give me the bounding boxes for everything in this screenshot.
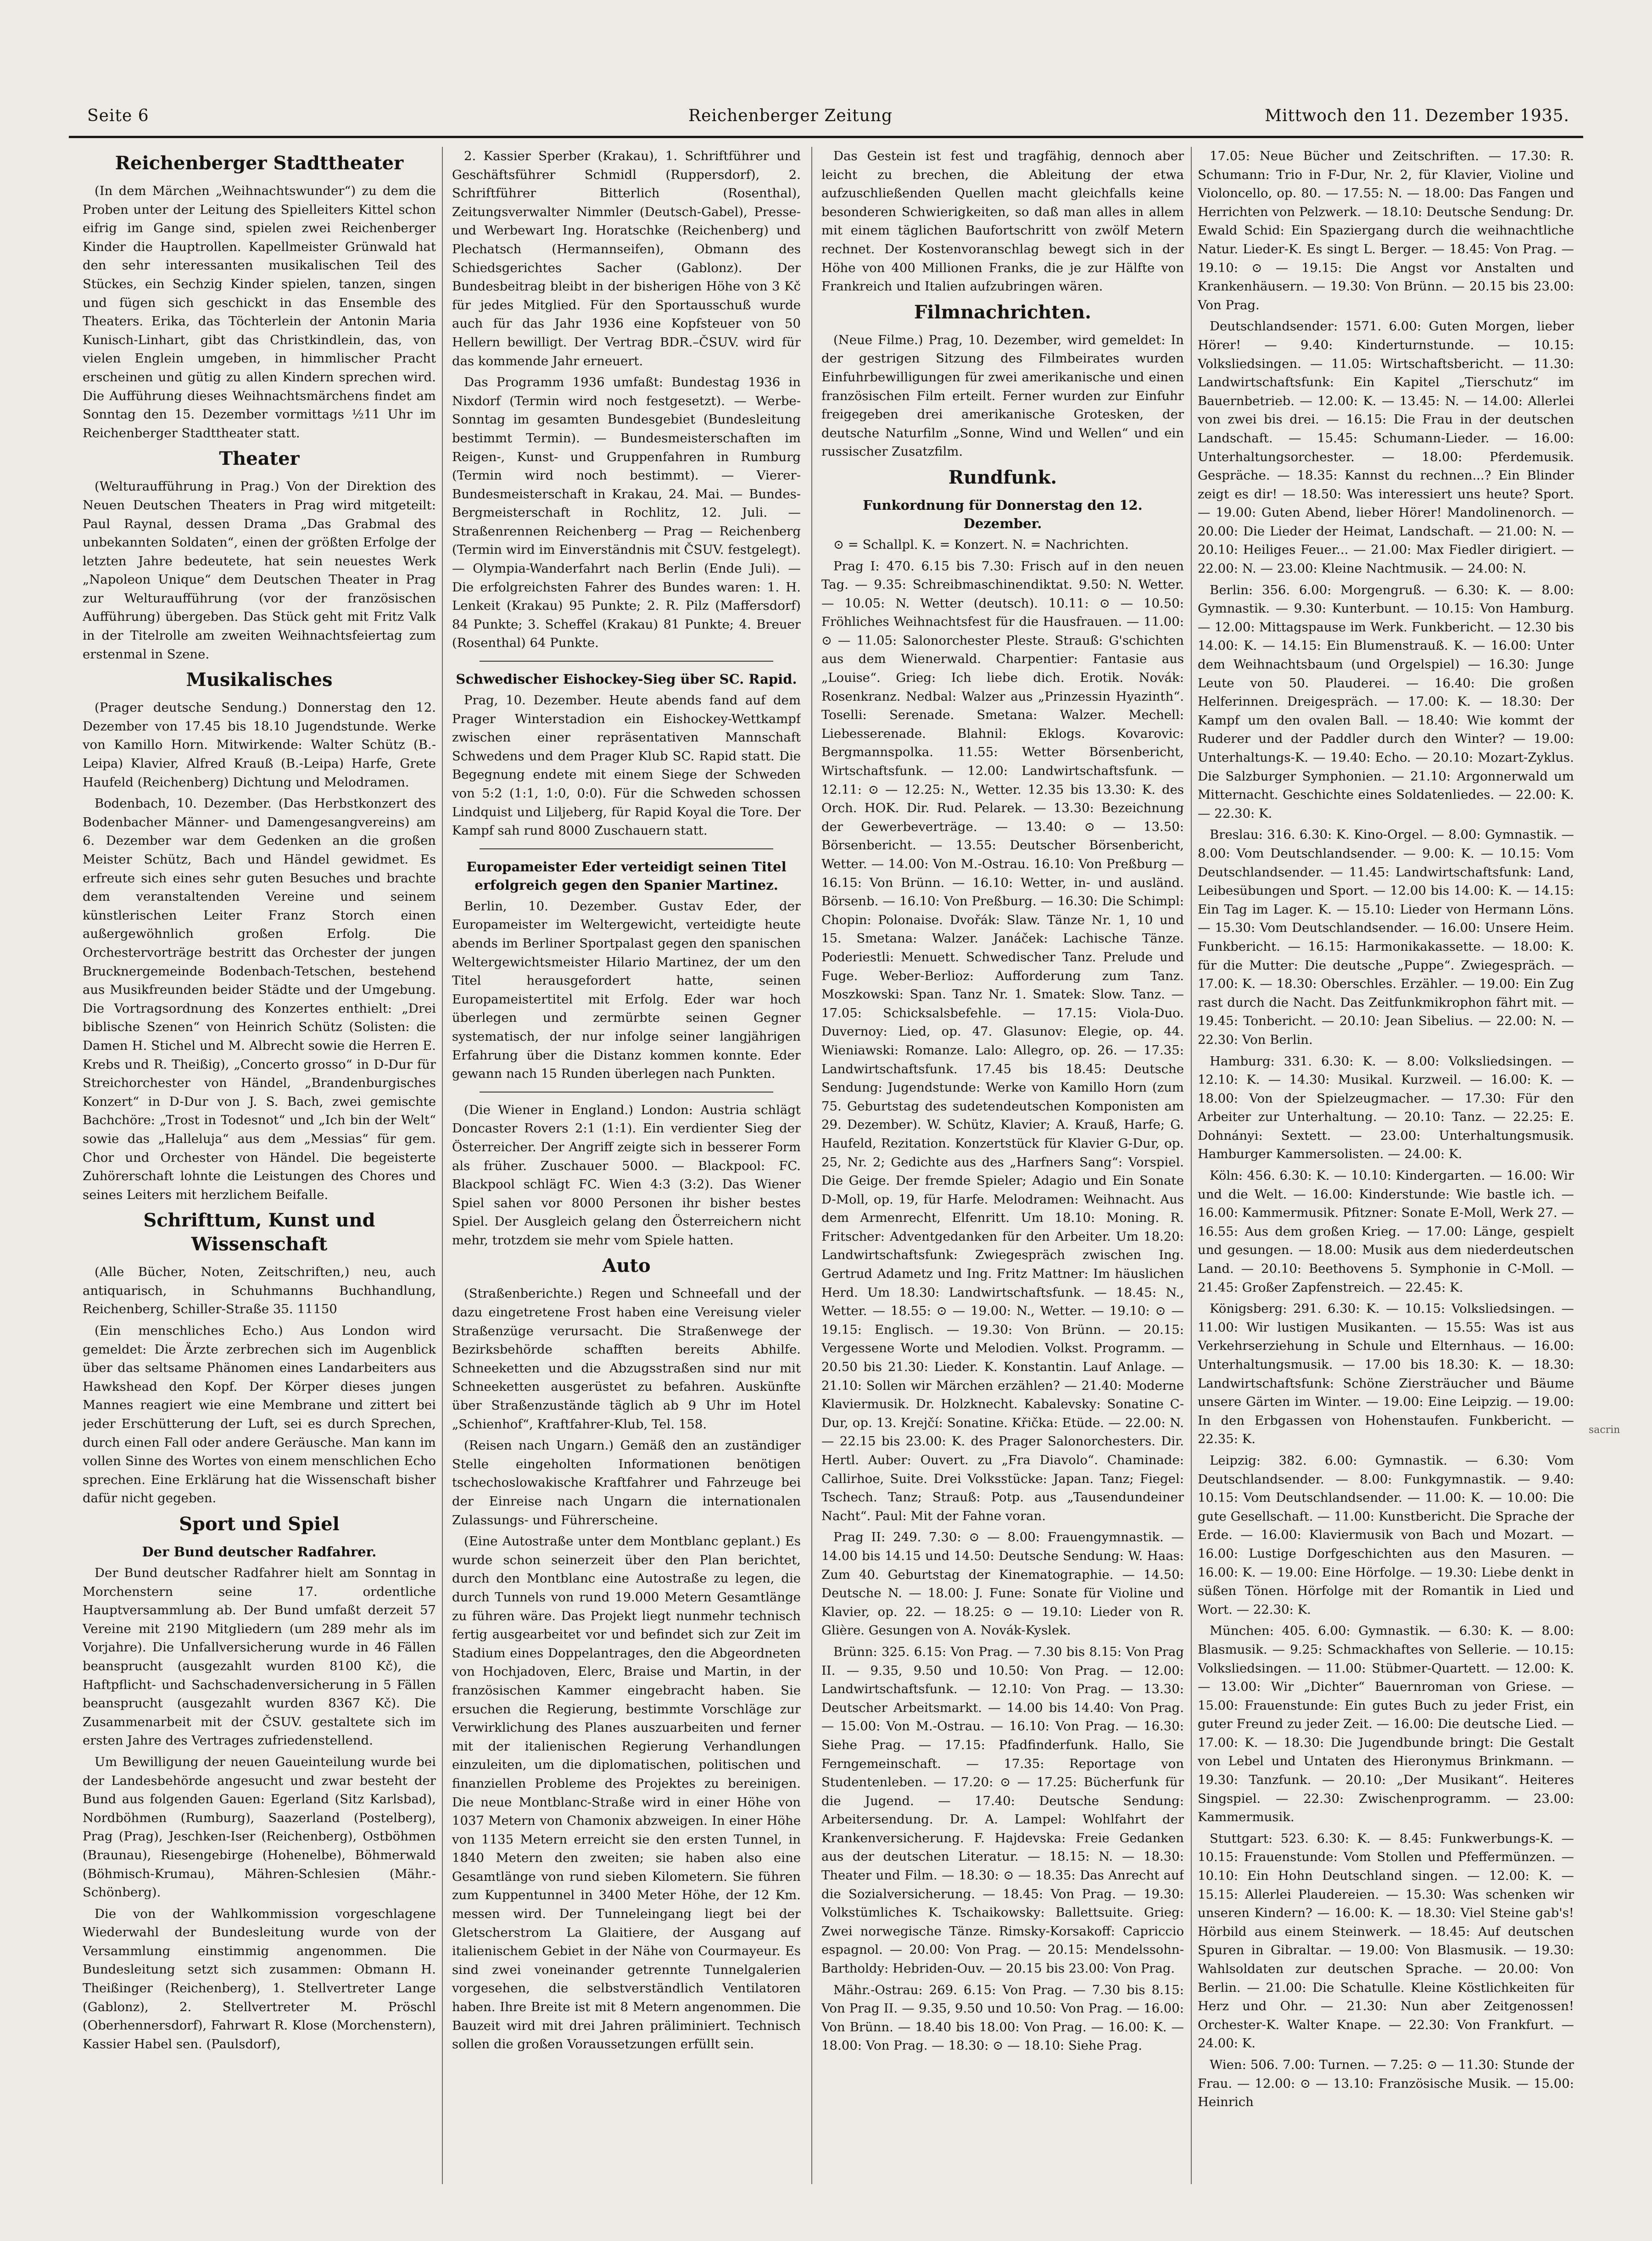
section-heading: Filmnachrichten. <box>914 301 1092 323</box>
article-paragraph: Prag II: 249. 7.30: ⊙ — 8.00: Frauengymnastik. — 14.00 bis 14.15 und 14.50: Deutsche Sendung: W. Haas: Zum 40. Geburtstag der Kinematographie. — 14.50: Deutsche N. — 18.00: J. Fune: Sonate für Violine und Klavier, op. 22. — 18.25: ⊙ — 19.10: Lieder von R. Glière. Gesungen von A. Novák-Kyslek. <box>821 1530 1184 1638</box>
article-paragraph: Die von der Wahlkommission vorgeschlagene Wiederwahl der Bundesleitung wurde von der Versammlung einstimmig angenommen. Die Bundesleitung setzt sich zusammen: Obmann H. Theißinger (Reichenberg), 1. Stellvertreter Lange (Gablonz), 2. Stellvertreter M. Pröschl (Oberhennersdorf), Fahrwart R. Klose (Morchenstern), Kassier Habel sen. (Paulsdorf), <box>83 1906 436 2051</box>
article-paragraph: Der Bund deutscher Radfahrer hielt am Sonntag in Morchenstern seine 17. ordentliche Hauptversammlung ab. Der Bund umfaßt derzeit 57 Vereine mit 2190 Mitgliedern (um 289 mehr als im Vorjahre). Die Unfallversicherung wurde in 46 Fällen beansprucht (ausgezahlt wurden 8100 Kč), die Haftpflicht- und Sachschadenversicherung in 5 Fällen beansprucht (ausgezahlt wurden 8367 Kč). Die Zusammenarbeit mit der ČSUV. gestaltete sich im ersten Jahre des Vertrages zufriedenstellend. <box>83 1566 436 1748</box>
article-paragraph: (Die Wiener in England.) London: Austria schlägt Doncaster Rovers 2:1 (1:1). Ein verdienter Sieg der Österreicher. Der Angriff zeigte sich in besserer Form als früher. Zuschauer 5000. — Blackpool: FC. Blackpool schlägt FC. Wien 4:3 (3:2). Das Wiener Spiel sahen vor 8000 Personen ihr bisher bestes Spiel. Der Ausgleich gelang den Österreichern nicht mehr, trotzdem sie mehr vom Spiele hatten. <box>452 1102 801 1248</box>
article-paragraph: (Welturaufführung in Prag.) Von der Direktion des Neuen Deutschen Theaters in Prag wird mitgeteilt: Paul Raynal, dessen Drama „Das Grabmal des unbekannten Soldaten“, einen der größten Erfolge der letzten Jahre bedeutete, hat sein neuestes Werk „Napoleon Unique“ dem Deutschen Theater in Prag zur Welturaufführung (vor der französischen Aufführung) übergeben. Das Stück geht mit Fritz Valk in der Titelrolle am zweiten Weihnachtsfeiertag zum erstenmal in Szene. <box>83 479 436 662</box>
issue-date: Mittwoch den 11. Dezember 1935. <box>1265 106 1569 125</box>
article-paragraph: Prag, 10. Dezember. Heute abends fand auf dem Prager Winterstadion ein Eishockey-Wettkampf zwischen einer repräsentativen Mannschaft Schwedens und dem Prager Klub SC. Rapid statt. Die Begegnung endete mit einem Siege der Schweden von 5:2 (1:1, 1:0, 0:0). Für die Schweden schossen Lindquist und Liljeberg, für Rapid Koyal die Tore. Der Kampf sah rund 8000 Zuschauern statt. <box>452 693 801 838</box>
article-headline: Schwedischer Eishockey-Sieg über SC. Rapid. <box>456 671 797 687</box>
article-paragraph: ⊙ = Schallpl. K. = Konzert. N. = Nachrichten. <box>833 537 1129 552</box>
article-paragraph: Das Gestein ist fest und tragfähig, dennoch aber leicht zu brechen, die Ableitung der etwa aufzuschließenden Quellen macht gleichfalls keine besonderen Schwierigkeiten, so daß man alles in allem mit einem täglichen Baufortschritt von zwölf Metern rechnet. Der Kostenvoranschlag bewegt sich in der Höhe von 400 Millionen Franks, die je zur Hälfte von Frankreich und Italien aufzubringen wären. <box>821 149 1184 294</box>
article-paragraph: Das Programm 1936 umfaßt: Bundestag 1936 in Nixdorf (Termin wird noch festgesetzt). — Werbe-Sonntag im gesamten Bundesgebiet (Bundesleitung bestimmt Termin). — Bundesmeisterschaften im Reigen-, Kunst- und Gruppenfahren in Rumburg (Termin wird noch bestimmt). — Vierer-Bundesmeisterschaft in Krakau, 24. Mai. — Bundes-Bergmeisterschaft in Rochlitz, 12. Juli. — Straßenrennen Reichenberg — Prag — Reichenberg (Termin wird im Einverständnis mit ČSUV. festgelegt). — Olympia-Wanderfahrt nach Berlin (Ende Juli). — Die erfolgreichsten Fahrer des Bundes waren: 1. H. Lenkeit (Krakau) 95 Punkte; 2. R. Pilz (Maffersdorf) 84 Punkte; 3. Scheffel (Krakau) 81 Punkte; 4. Breuer (Rosenthal) 64 Punkte. <box>452 375 801 651</box>
article-paragraph: Leipzig: 382. 6.00: Gymnastik. — 6.30: Vom Deutschlandsender. — 8.00: Funkgymnastik. — 9.40: 10.15: Vom Deutschlandsender. — 11.00: K. — 10.00: Die gute Gesellschaft. — 11.00: Kunstbericht. Die Sprache der Erde. — 16.00: Klaviermusik von Bach und Mozart. — 16.00: Lustige Dorfgeschichten aus den Masuren. — 16.00: K. — 19.00: Eine Hörfolge. — 19.30: Liebe denkt in süßen Tönen. Hörfolge mit der Romantik in Lied und Wort. — 22.30: K. <box>1198 1453 1574 1617</box>
section-heading: Reichenberger Stadttheater <box>115 152 404 174</box>
article-paragraph: Prag I: 470. 6.15 bis 7.30: Frisch auf in den neuen Tag. — 9.35: Schreibmaschinendiktat. 9.50: N. Wetter. — 10.05: N. Wetter (deutsch). 10.11: ⊙ — 10.50: Fröhliches Weihnachtsfest für die Hausfrauen. — 11.00: ⊙ — 11.05: Salonorchester Pleste. Strauß: G'schichten aus dem Wienerwald. Charpentier: Fantasie aus „Louise“. Grieg: Ich liebe dich. Erotik. Novák: Rosenkranz. Nedbal: Walzer aus „Prinzessin Hyazinth“. Toselli: Serenade. Smetana: Walzer. Mechell: Liebesserenade. Blahnil: Eklogs. Kovarovic: Bergmannspolka. 11.55: Wetter Börsenbericht, Wirtschaftsfunk. — 12.00: Landwirtschaftsfunk. — 12.11: ⊙ — 12.25: N., Wetter. 12.35 bis 13.30: K. des Orch. HOK. Dir. Rud. Pelarek. — 13.30: Bezeichnung der Gewerbeverträge. — 13.40: ⊙ — 13.50: Börsenbericht. — 13.55: Deutscher Börsenbericht, Wetter. — 14.00: Von M.-Ostrau. 16.10: Von Preßburg — 16.15: Von Brünn. — 16.10: Wetter, in- und ausländ. Börsenb. — 16.10: Von Preßburg. — 16.30: Die Schimpl: Chopin: Polonaise. Dvořák: Slaw. Tänze Nr. 1, 10 und 15. Smetana: Walzer. Janáček: Lachische Tänze. Poderiestli: Menuett. Schwedischer Tanz. Prelude und Fuge. Weber-Berlioz: Aufforderung zum Tanz. Moszkowski: Span. Tanz Nr. 1. Smatek: Slow. Tanz. — 17.05: Schicksalsbefehle. — 17.15: Viola-Duo. Duvernoy: Lied, op. 47. Glasunov: Elegie, op. 44. Wieniawski: Romanze. Lalo: Allegro, op. 26. — 17.35: Landwirtschaftsfunk. 17.45 bis 18.45: Deutsche Sendung: Jugendstunde: Werke von Kamillo Horn (zum 75. Geburtstag des sudetendeutschen Komponisten am 29. Dezember). W. Schütz, Klavier; A. Krauß, Harfe; G. Haufeld, Rezitation. Konzertstück für Klavier G-Dur, op. 25, Nr. 2; Gedichte aus des „Harfners Sang“: Vorspiel. Die Geige. Der fremde Spieler; Adagio und Ein Sonate D-Moll, op. 19, für Harfe. Melodramen: Weihnacht. Aus dem Armenrecht, Elfenritt. Um 18.10: Moning. R. Fritscher: Adventgedanken für den Arbeiter. Um 18.20: Landwirtschaftsfunk: Zwiegespräch zwischen Ing. Gertrud Adametz und Ing. Fritz Mattner: Im häuslichen Herd. Um 18.30: Landwirtschaftsfunk. — 18.45: N., Wetter. — 18.55: ⊙ — 19.00: N., Wetter. — 19.10: ⊙ — 19.15: Englisch. — 19.30: Von Brünn. — 20.15: Vergessene Worte und Melodien. Volkst. Programm. — 20.50 bis 21.30: Lieder. K. Konstantin. Lauf Anlage. — 21.10: Sollen wir Märchen erzählen? — 21.40: Moderne Klaviermusik. Dr. Holzknecht. Kabalevsky: Sonatine C-Dur, op. 13. Krejčí: Sonatine. Křička: Etüde. — 22.00: N. — 22.15 bis 23.00: K. des Prager Salonorchesters. Dir. Hertl. Auber: Ouvert. zu „Fra Diavolo“. Chaminade: Callirhoe, Suite. Drei Volksstücke: Japan. Tanz; Fiegel: Tschech. Tanz; Strauß: Potp. aus „Tausendundeiner Nacht“. Paul: Mit der Fahne voran. <box>821 558 1184 1523</box>
section-heading: Auto <box>602 1255 651 1277</box>
article-paragraph: Berlin: 356. 6.00: Morgengruß. — 6.30: K. — 8.00: Gymnastik. — 9.30: Kunterbunt. — 10.15: Von Hamburg. — 12.00: Mittagspause im Werk. Funkbericht. — 12.30 bis 14.00: K. — 14.15: Ein Blumenstrauß. K. — 16.00: Unter dem Weihnachtsbaum (und Orgelspiel) — 16.30: Junge Leute von 50. Plauderei. — 16.40: Die großen Helferinnen. Dreigespräch. — 17.00: K. — 18.30: Der Kampf um den ovalen Ball. — 18.40: Wie kommt der Ruderer und der Paddler durch den Winter? — 19.00: Unterhaltungs-K. — 19.40: Echo. — 20.10: Mozart-Zyklus. Die Salzburger Symphonien. — 21.10: Argonnerwald um Mitternacht. Geschichte eines Soldatenliedes. — 22.00: K. — 22.30: K. <box>1198 582 1574 821</box>
masthead <box>69 99 1583 138</box>
article-paragraph: Stuttgart: 523. 6.30: K. — 8.45: Funkwerbungs-K. — 10.15: Frauenstunde: Vom Stollen und Pfeffermünzen. — 10.10: Ein Hohn Deutschland singen. — 12.00: K. — 15.15: Allerlei Plaudereien. — 15.30: Was schenken wir unseren Kindern? — 16.00: K. — 18.30: Viel Steine gab's! Hörbild aus einem Steinwerk. — 18.45: Auf deutschen Spuren in Gibraltar. — 19.00: Von Blasmusik. — 19.30: Wahlsoldaten zur deutschen Sprache. — 20.00: Von Berlin. — 21.00: Die Schatulle. Kleine Köstlichkeiten für Herz und Ohr. — 21.30: Nun aber Zeitgenossen! Orchester-K. Walter Knape. — 22.30: Von Frankfurt. — 24.00: K. <box>1198 1831 1574 2051</box>
article-paragraph: Mähr.-Ostrau: 269. 6.15: Von Prag. — 7.30 bis 8.15: Von Prag II. — 9.35, 9.50 und 10.50: Von Prag. — 16.00: Von Brünn. — 18.40 bis 18.00: Von Prag. — 16.00: K. — 18.00: Von Prag. — 18.30: ⊙ — 18.10: Siehe Prag. <box>821 1982 1184 2053</box>
article-paragraph: Deutschlandsender: 1571. 6.00: Guten Morgen, lieber Hörer! — 9.40: Kinderturnstunde. — 10.15: Volksliedsingen. — 11.05: Wirtschaftsbericht. — 11.30: Landwirtschaftsfunk: Ein Kapitel „Tierschutz“ im Bauernbetrieb. — 12.00: K. — 13.45: N. — 14.00: Allerlei von zwei bis drei. — 16.15: Die Frau in der deutschen Landschaft. — 15.45: Schumann-Lieder. — 16.00: Unterhaltungsorchester. — 18.00: Pferdemusik. Gespräche. — 18.35: Kannst du rechnen...? Ein Blinder zeigt es dir! — 18.50: Was interessiert uns heute? Sport. — 19.00: Guten Abend, lieber Hörer! Mandolinenorch. — 20.00: Die Lieder der Heimat, Landschaft. — 21.00: N. — 20.10: Heiliges Feuer... — 21.00: Max Fiedler dirigiert. — 22.00: N. — 23.00: Kleine Nachtmusik. — 24.00: N. <box>1198 319 1574 576</box>
article-paragraph: 2. Kassier Sperber (Krakau), 1. Schriftführer und Geschäftsführer Schmidl (Ruppersdorf), 2. Schriftführer Bitterlich (Rosenthal), Zeitungsverwalter Nimmler (Deutsch-Gabel), Presse- und Werbewart Ing. Horatschke (Reichenberg) und Plechatsch (Hermannseifen), Obmann des Schiedsgerichtes Sacher (Gablonz). Der Bundesbeitrag bleibt in der bisherigen Höhe von 3 Kč für jedes Mitglied. Für den Sportausschuß wurde auch für das Jahr 1936 eine Kopfsteuer von 50 Hellern bewilligt. Der Vertrag BDR.–ČSUV. wird für das kommende Jahr erneuert. <box>452 149 801 368</box>
section-heading: Rundfunk. <box>948 466 1057 488</box>
page-number: Seite 6 <box>87 106 149 125</box>
article-paragraph: Um Bewilligung der neuen Gaueinteilung wurde bei der Landesbehörde angesucht und zwar besteht der Bund aus folgenden Gauen: Egerland (Sitz Karlsbad), Nordböhmen (Rumburg), Saazerland (Postelberg), Prag (Prag), Jeschken-Iser (Reichenberg), Ostböhmen (Braunau), Riesengebirge (Hohenelbe), Böhmerwald (Böhmisch-Krumau), Mähren-Schlesien (Mähr.-Schönberg). <box>83 1754 436 1900</box>
article-paragraph: Brünn: 325. 6.15: Von Prag. — 7.30 bis 8.15: Von Prag II. — 9.35, 9.50 und 10.50: Von Prag. — 12.00: Landwirtschaftsfunk. — 12.10: Von Prag. — 13.30: Deutscher Arbeitsmarkt. — 14.00 bis 14.40: Von Prag. — 15.00: Von M.-Ostrau. — 16.10: Von Prag. — 16.30: Siehe Prag. — 17.15: Pfadfinderfunk. Hallo, Sie Ferngemeinschaft. — 17.35: Reportage von Studentenleben. — 17.20: ⊙ — 17.25: Bücherfunk für die Jugend. — 17.40: Deutsche Sendung: Arbeitersendung. Dr. A. Lampel: Wohlfahrt der Krankenversicherung. F. Hajdevska: Freie Gedanken aus der deutschen Literatur. — 18.15: N. — 18.30: Theater und Film. — 18.30: ⊙ — 18.35: Das Anrecht auf die Sozialversicherung. — 18.45: Von Prag. — 19.30: Volkstümliches K. Tschaikowsky: Ballettsuite. Grieg: Zwei norwegische Tänze. Rimsky-Korsakoff: Capriccio espagnol. — 20.00: Von Prag. — 20.15: Mendelssohn-Bartholdy: Hebriden-Ouv. — 20.15 bis 23.00: Von Prag. <box>821 1644 1184 1976</box>
article-divider <box>480 661 773 662</box>
newspaper-title: Reichenberger Zeitung <box>688 106 893 125</box>
article-paragraph: Hamburg: 331. 6.30: K. — 8.00: Volksliedsingen. — 12.10: K. — 14.30: Musikal. Kurzweil. — 16.00: K. — 18.00: Von der Spielzeugmacher. — 17.30: Für den Arbeiter zur Unterhaltung. — 20.10: Tanz. — 22.25: E. Dohnányi: Sextett. — 23.00: Unterhaltungsmusik. Hamburger Kammersolisten. — 24.00: K. <box>1198 1054 1574 1162</box>
article-paragraph: Breslau: 316. 6.30: K. Kino-Orgel. — 8.00: Gymnastik. — 8.00: Vom Deutschlandsender. — 9.00: K. — 10.15: Vom Deutschlandsender. — 11.45: Landwirtschaftsfunk: Land, Leibesübungen und Sport. — 12.00 bis 14.00: K. — 14.15: Ein Tag im Lager. K. — 15.10: Lieder von Hermann Löns. — 15.30: Vom Deutschlandsender. — 16.00: Unsere Heim. Funkbericht. — 16.15: Harmonikakassette. — 18.00: K. für die Mutter: Die deutsche „Puppe“. Zwiegespräch. — 17.00: K. — 18.30: Oberschles. Erzähler. — 19.00: Ein Zug rast durch die Nacht. Das Zeitfunkmikrophon fährt mit. — 19.45: Tonbericht. — 20.10: Jean Sibelius. — 22.00: N. — 22.30: Von Berlin. <box>1198 827 1574 1047</box>
column-separator <box>1191 147 1192 2184</box>
article-paragraph: (Straßenberichte.) Regen und Schneefall und der dazu eingetretene Frost haben eine Vereisung vieler Straßenzüge verursacht. Die Straßenwege der Bezirksbehörde schafften bereits Abhilfe. Schneeketten und die Abzugsstraßen sind nur mit Schneeketten ausgerüstet zu befahren. Auskünfte über Straßenzustände täglich ab 9 Uhr im Hotel „Schienhof“, Kraftfahrer-Klub, Tel. 158. <box>452 1286 801 1432</box>
article-paragraph: München: 405. 6.00: Gymnastik. — 6.30: K. — 8.00: Blasmusik. — 9.25: Schmackhaftes von Sellerie. — 10.15: Volksliedsingen. — 11.00: Stübmer-Quartett. — 12.00: K. — 13.00: Wir „Dichter“ Bauernroman von Griese. — 15.00: Frauenstunde: Ein gutes Buch zu jeder Frist, ein guter Freund zu jeder Zeit. — 16.00: Die deutsche Lied. — 17.00: K. — 18.30: Die Jugendbunde bringt: Die Gestalt von Lebel und Untaten des Hieronymus Brinkmann. — 19.30: Tanzfunk. — 20.10: „Der Musikant“. Heiteres Singspiel. — 22.30: Zwischenprogramm. — 23.00: Kammermusik. <box>1198 1623 1574 1825</box>
article-paragraph: Königsberg: 291. 6.30: K. — 10.15: Volksliedsingen. — 11.00: Wir lustigen Musikanten. — 15.55: Was ist aus Verkehrserziehung in Schule und Elternhaus. — 16.00: Unterhaltungsmusik. — 17.00 bis 18.30: K. — 18.30: Landwirtschaftsfunk: Schöne Ziersträucher und Bäume unsere Gärten im Winter. — 19.00: Eine Leipzig. — 19.00: In den Erbgassen von Hohenstaufen. Funkbericht. — 22.35: K. <box>1198 1301 1574 1447</box>
article-paragraph: (Ein menschliches Echo.) Aus London wird gemeldet: Die Ärzte zerbrechen sich im Augenblick über das seltsame Phänomen eines Landarbeiters aus Hawkshead den Kopf. Der Körper dieses jungen Mannes reagiert wie eine Membrane und zittert bei jeder Erschütterung der Luft, sei es durch Sprechen, durch einen Fall oder andere Geräusche. Man kann im vollen Sinne des Wortes von einem menschlichen Echo sprechen. Eine Erklärung hat die Wissenschaft bisher dafür nicht gegeben. <box>83 1323 436 1506</box>
column-1 <box>83 147 436 2184</box>
article-paragraph: Berlin, 10. Dezember. Gustav Eder, der Europameister im Weltergewicht, verteidigte heute abends im Berliner Sportpalast gegen den spanischen Weltergewichtsmeister Hilario Martinez, der um den Titel herausgefordert hatte, seinen Europameistertitel mit Erfolg. Eder war hoch überlegen und zermürbte seinen Gegner systematisch, der nur infolge seiner langjährigen Erfahrung über die Distanz kommen konnte. Eder gewann nach 15 Runden überlegen nach Punkten. <box>452 898 801 1081</box>
article-headline: Der Bund deutscher Radfahrer. <box>142 1544 377 1560</box>
column-3 <box>821 147 1184 2184</box>
article-headline: Funkordnung für Donnerstag den 12. Dezember. <box>863 497 1143 531</box>
column-separator <box>442 147 443 2184</box>
article-paragraph: Bodenbach, 10. Dezember. (Das Herbstkonzert des Bodenbacher Männer- und Damengesangvereins) am 6. Dezember war dem Gedenken an die großen Meister Schütz, Bach und Händel gewidmet. Es erfreute sich eines sehr guten Besuches und brachte dem veranstaltenden Vereine und seinem künstlerischen Leiter Franz Storch einen außergewöhnlich großen Erfolg. Die Orchestervorträge bestritt das Orchester der jungen Brucknergemeinde Bodenbach-Tetschen, bestehend aus Musikfreunden beider Städte und der Umgebung. Die Vortragsordnung des Konzertes enthielt: „Drei biblische Szenen“ von Heinrich Schütz (Solisten: die Damen H. Stichel und M. Albrecht sowie die Herren E. Krebs und R. Theißig), „Concerto grosso“ in D-Dur für Streichorchester von Händel, „Brandenburgisches Konzert“ in D-Dur von J. S. Bach, zwei gemischte Bachchöre: „Trost in Todesnot“ und „Ich bin der Welt“ sowie das „Halleluja“ aus dem „Messias“ für gem. Chor und Orchester von Händel. Die begeisterte Zuhörerschaft lohnte die Leistungen des Chores und seines Leiters mit herzlichem Beifalle. <box>83 796 436 1202</box>
article-paragraph: (In dem Märchen „Weihnachtswunder“) zu dem die Proben unter der Leitung des Spielleiters Kittel schon eifrig im Gange sind, spielen zwei Reichenberger Kinder die Hauptrollen. Kapellmeister Grünwald hat den sehr interessanten musikalischen Teil des Stückes, ein Sechzig Kinder spielen, tanzen, singen und fügen sich geschickt in das Ensemble des Theaters. Erika, das Töchterlein der Antonin Maria Kunisch-Linhart, gibt das Christkindlein, das, von vielen Englein umgeben, in himmlischer Pracht erscheinen und gütig zu allen Kindern sprechen wird. Die Aufführung dieses Weihnachtsmärchens findet am Sonntag den 15. Dezember vormittags ½11 Uhr im Reichenberger Stadttheater statt. <box>83 184 436 440</box>
article-paragraph: (Neue Filme.) Prag, 10. Dezember, wird gemeldet: In der gestrigen Sitzung des Filmbeirates wurden Einfuhrbewilligungen für zwei amerikanische und einen französischen Film erteilt. Ferner wurden zur Einfuhr freigegeben drei amerikanische Grotesken, der deutsche Naturfilm „Sonne, Wind und Wellen“ und ein russischer Zusatzfilm. <box>821 332 1184 459</box>
article-divider <box>480 1092 773 1093</box>
column-4 <box>1198 147 1574 2184</box>
margin-note: sacrin <box>1589 1424 1620 1436</box>
section-heading: Schrifttum, Kunst und Wissenschaft <box>143 1210 375 1255</box>
article-headline: Europameister Eder verteidigt seinen Titel erfolgreich gegen den Spanier Martinez. <box>466 858 787 893</box>
column-separator <box>811 147 812 2184</box>
section-heading: Theater <box>219 448 300 470</box>
column-2 <box>452 147 801 2184</box>
article-divider <box>480 848 773 849</box>
article-paragraph: (Eine Autostraße unter dem Montblanc geplant.) Es wurde schon seinerzeit über den Plan berichtet, durch den Montblanc eine Autostraße zu legen, die durch Tunnels von rund 19.000 Metern Gesamtlänge zu führen wäre. Das Projekt liegt nunmehr technisch fertig ausgearbeitet vor und befindet sich zur Zeit im Stadium eines Doppelantrages, den die Abgeordneten von Hochjadoven, Elerc, Braise und Martin, in der französischen Kammer eingebracht haben. Sie ersuchen die Regierung, bestimmte Vorschläge zur Verwirklichung des Planes auszuarbeiten und ferner mit der italienischen Regierung Verhandlungen einzuleiten, um die diplomatischen, politischen und finanziellen Probleme des Projektes zu bereinigen. Die neue Montblanc-Straße wird in einer Höhe von 1037 Metern von Chamonix abzweigen. In einer Höhe von 1135 Metern erreicht sie den ersten Tunnel, in 1840 Metern den zweiten; sie haben also eine Gesamtlänge von rund sieben Kilometern. Sie führen zum Kuppentunnel in 3400 Meter Höhe, der 12 Km. messen wird. Der Tunneleingang liegt bei der Gletscherstrom La Glaitiere, der Ausgang auf italienischem Gebiet in der Nähe von Courmayeur. Es sind zwei voneinander getrennte Tunnelgalerien vorgesehen, die selbstverständlich Ventilatoren haben. Ihre Breite ist mit 8 Metern angenommen. Die Bauzeit wird mit drei Jahren präliminiert. Technisch sollen die großen Voraussetzungen erfüllt sein. <box>452 1534 801 2052</box>
article-paragraph: (Alle Bücher, Noten, Zeitschriften,) neu, auch antiquarisch, in Schuhmanns Buchhandlung, Reichenberg, Schiller-Straße 35. 11150 <box>83 1265 436 1317</box>
article-paragraph: (Reisen nach Ungarn.) Gemäß den an zuständiger Stelle eingeholten Informationen benötigen tschechoslowakische Kraftfahrer und Fahrzeuge bei der Einreise nach Ungarn die internationalen Zulassungs- und Führerscheine. <box>452 1438 801 1527</box>
article-paragraph: Köln: 456. 6.30: K. — 10.10: Kindergarten. — 16.00: Wir und die Welt. — 16.00: Kinderstunde: Wie bastle ich. — 16.00: Kammermusik. Pfitzner: Sonate E-Moll, Werk 27. — 16.55: Aus dem großen Krieg. — 17.00: Länge, gespielt und gesungen. — 18.00: Musik aus dem niederdeutschen Land. — 20.10: Beethovens 5. Symphonie in C-Moll. — 21.45: Großer Zapfenstreich. — 22.45: K. <box>1198 1168 1574 1295</box>
article-paragraph: (Prager deutsche Sendung.) Donnerstag den 12. Dezember von 17.45 bis 18.10 Jugendstunde. Werke von Kamillo Horn. Mitwirkende: Walter Schütz (B.-Leipa) Klavier, Alfred Krauß (B.-Leipa) Harfe, Grete Haufeld (Reichenberg) Dichtung und Melodramen. <box>83 700 436 790</box>
article-paragraph: Wien: 506. 7.00: Turnen. — 7.25: ⊙ — 11.30: Stunde der Frau. — 12.00: ⊙ — 13.10: Französische Musik. — 15.00: Heinrich <box>1198 2057 1574 2110</box>
section-heading: Musikalisches <box>186 669 333 691</box>
section-heading: Sport und Spiel <box>179 1513 340 1535</box>
article-paragraph: 17.05: Neue Bücher und Zeitschriften. — 17.30: R. Schumann: Trio in F-Dur, Nr. 2, für Klavier, Violine und Violoncello, op. 80. — 17.55: N. — 18.00: Das Fangen und Herrichten von Pelzwerk. — 18.10: Deutsche Sendung: Dr. Ewald Schid: Ein Spaziergang durch die weihnachtliche Natur. Lieder-K. Es singt L. Berger. — 18.45: Von Prag. — 19.10: ⊙ — 19.15: Die Angst vor Anstalten und Krankenhäusern. — 19.30: Von Brünn. — 20.15 bis 23.00: Von Prag. <box>1198 149 1574 312</box>
